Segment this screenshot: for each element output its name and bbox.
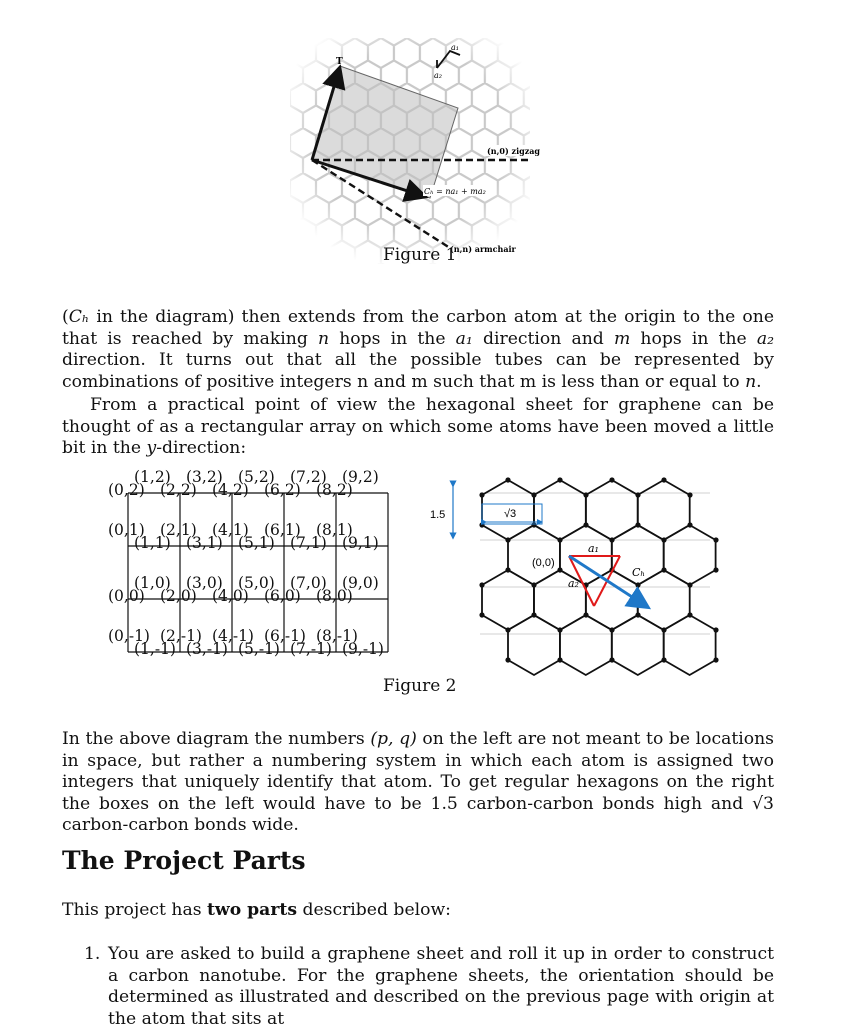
armchair-label: (n,n) armchair bbox=[450, 244, 516, 254]
carbon-atom-dot bbox=[583, 612, 588, 617]
carbon-atom-dot bbox=[635, 582, 640, 587]
grid-node-label: (1,-1) bbox=[134, 640, 176, 658]
carbon-atom-dot bbox=[583, 522, 588, 527]
ch-formula-label: Cₕ = na₁ + ma₂ bbox=[424, 187, 486, 196]
paragraph-ch-description: (Cₕ in the diagram) then extends from the carbon atom at the origin to the one that is reached by making n hops in the a₁ direction and m hops in the a₂ direction. It turns out that all the possible tubes can be represented by combinations of positive integers n and m such that m is less than or equal to n. bbox=[62, 307, 774, 392]
figure2-hex-lattice bbox=[420, 470, 720, 670]
grid-node-label: (8,0) bbox=[316, 587, 353, 605]
grid-node-label: (7,-1) bbox=[290, 640, 332, 658]
t-label: T bbox=[336, 57, 343, 67]
carbon-atom-dot bbox=[687, 492, 692, 497]
grid-node-label: (3,2) bbox=[186, 468, 223, 486]
a1-label: a₁ bbox=[451, 43, 459, 52]
grid-node-label: (8,-1) bbox=[316, 627, 358, 645]
grid-node-label: (6,-1) bbox=[264, 627, 306, 645]
carbon-atom-dot bbox=[609, 477, 614, 482]
carbon-atom-dot bbox=[661, 477, 666, 482]
list-number: 1. bbox=[84, 944, 101, 964]
figure2-numbering-grid bbox=[100, 462, 410, 672]
grid-node-label: (1,1) bbox=[134, 534, 171, 552]
grid-node-label: (5,-1) bbox=[238, 640, 280, 658]
grid-node-label: (2,2) bbox=[160, 481, 197, 499]
carbon-atom-dot bbox=[479, 612, 484, 617]
grid-node-label: (9,2) bbox=[342, 468, 379, 486]
carbon-atom-dot bbox=[557, 627, 562, 632]
height-label: 1.5 bbox=[430, 509, 446, 521]
grid-node-label: (1,2) bbox=[134, 468, 171, 486]
grid-node-label: (5,1) bbox=[238, 534, 275, 552]
hexagon-cell bbox=[482, 570, 534, 630]
grid-node-label: (9,1) bbox=[342, 534, 379, 552]
parts-intro: This project has two parts described below: bbox=[62, 900, 451, 920]
grid-node-label: (5,0) bbox=[238, 574, 275, 592]
grid-node-label: (8,1) bbox=[316, 521, 353, 539]
paragraph-numbering-system: In the above diagram the numbers (p, q) on the left are not meant to be locations in space, but rather a numbering system in which each atom is assigned two integers that uniquely identify that atom. To get regular hexagons on the right the boxes on the left would have to be 1.5 carbon-carbon bonds high and √3 carbon-carbon bonds wide. bbox=[62, 729, 774, 836]
origin-label: (0,0) bbox=[532, 557, 555, 569]
figure1-diagram bbox=[290, 38, 541, 264]
carbon-atom-dot bbox=[661, 627, 666, 632]
carbon-atom-dot bbox=[557, 477, 562, 482]
carbon-atom-dot bbox=[531, 492, 536, 497]
figure1-caption: Figure 1 bbox=[383, 245, 457, 265]
grid-node-label: (3,1) bbox=[186, 534, 223, 552]
carbon-atom-dot bbox=[505, 477, 510, 482]
hexagon-cell bbox=[638, 480, 690, 540]
hexagon-cell bbox=[638, 570, 690, 630]
carbon-atom-dot bbox=[505, 567, 510, 572]
grid-node-label: (0,0) bbox=[108, 587, 145, 605]
grid-node-label: (7,2) bbox=[290, 468, 327, 486]
figure2-caption: Figure 2 bbox=[383, 676, 457, 696]
grid-node-label: (2,1) bbox=[160, 521, 197, 539]
carbon-atom-dot bbox=[557, 567, 562, 572]
grid-node-label: (6,2) bbox=[264, 481, 301, 499]
carbon-atom-dot bbox=[661, 657, 666, 662]
carbon-atom-dot bbox=[479, 492, 484, 497]
grid-node-label: (4,1) bbox=[212, 521, 249, 539]
carbon-atom-dot bbox=[531, 612, 536, 617]
carbon-atom-dot bbox=[557, 537, 562, 542]
grid-node-label: (3,-1) bbox=[186, 640, 228, 658]
grid-node-label: (7,0) bbox=[290, 574, 327, 592]
ch-label: Cₕ bbox=[632, 566, 646, 579]
paragraph-rectangular-array: From a practical point of view the hexagonal sheet for graphene can be thought of as a rectangular array on which some atoms have been moved a little bit in the y-direction: bbox=[62, 395, 774, 459]
carbon-atom-dot bbox=[505, 537, 510, 542]
hexagon-cell bbox=[664, 615, 716, 675]
carbon-atom-dot bbox=[687, 582, 692, 587]
grid-node-label: (4,2) bbox=[212, 481, 249, 499]
carbon-atom-dot bbox=[687, 612, 692, 617]
grid-node-label: (2,-1) bbox=[160, 627, 202, 645]
hexagon-cell bbox=[586, 480, 638, 540]
carbon-atom-dot bbox=[479, 582, 484, 587]
carbon-atom-dot bbox=[609, 627, 614, 632]
grid-node-label: (9,-1) bbox=[342, 640, 384, 658]
grid-node-label: (5,2) bbox=[238, 468, 275, 486]
grid-node-label: (3,0) bbox=[186, 574, 223, 592]
grid-node-label: (0,2) bbox=[108, 481, 145, 499]
hexagon-cell bbox=[612, 615, 664, 675]
carbon-atom-dot bbox=[661, 567, 666, 572]
width-label: √3 bbox=[504, 508, 517, 520]
carbon-atom-dot bbox=[713, 627, 718, 632]
zigzag-label: (n,0) zigzag bbox=[487, 146, 541, 156]
grid-node-label: (9,0) bbox=[342, 574, 379, 592]
grid-node-label: (8,2) bbox=[316, 481, 353, 499]
carbon-atom-dot bbox=[713, 537, 718, 542]
grid-node-label: (7,1) bbox=[290, 534, 327, 552]
hexagon-cell bbox=[508, 525, 560, 585]
a2-label: a₂ bbox=[568, 577, 579, 590]
a2-label: a₂ bbox=[434, 71, 442, 80]
carbon-atom-dot bbox=[635, 522, 640, 527]
carbon-atom-dot bbox=[557, 657, 562, 662]
carbon-atom-dot bbox=[687, 522, 692, 527]
grid-node-label: (2,0) bbox=[160, 587, 197, 605]
carbon-atom-dot bbox=[505, 627, 510, 632]
grid-node-label: (6,1) bbox=[264, 521, 301, 539]
carbon-atom-dot bbox=[531, 522, 536, 527]
carbon-atom-dot bbox=[609, 537, 614, 542]
grid-node-label: (1,0) bbox=[134, 574, 171, 592]
carbon-atom-dot bbox=[713, 657, 718, 662]
list-item-text: You are asked to build a graphene sheet and roll it up in order to construct a carbon nanotube. For the graphene sheets, the orientation should be determined as illustrated and described on the previous page with origin at the atom that sits at bbox=[108, 944, 774, 1029]
carbon-atom-dot bbox=[713, 567, 718, 572]
hexagon-cell bbox=[664, 525, 716, 585]
hexagon-cell bbox=[560, 615, 612, 675]
hexagon-cell bbox=[508, 615, 560, 675]
hexagon-cell bbox=[586, 570, 638, 630]
grid-node-label: (0,-1) bbox=[108, 627, 150, 645]
carbon-atom-dot bbox=[531, 582, 536, 587]
carbon-atom-dot bbox=[635, 492, 640, 497]
carbon-atom-dot bbox=[635, 612, 640, 617]
grid-node-label: (0,1) bbox=[108, 521, 145, 539]
grid-node-label: (6,0) bbox=[264, 587, 301, 605]
section-heading: The Project Parts bbox=[62, 846, 306, 875]
carbon-atom-dot bbox=[661, 537, 666, 542]
carbon-atom-dot bbox=[583, 492, 588, 497]
grid-node-label: (4,0) bbox=[212, 587, 249, 605]
carbon-atom-dot bbox=[505, 657, 510, 662]
a1-label: a₁ bbox=[588, 542, 599, 555]
grid-node-label: (4,-1) bbox=[212, 627, 254, 645]
carbon-atom-dot bbox=[609, 657, 614, 662]
